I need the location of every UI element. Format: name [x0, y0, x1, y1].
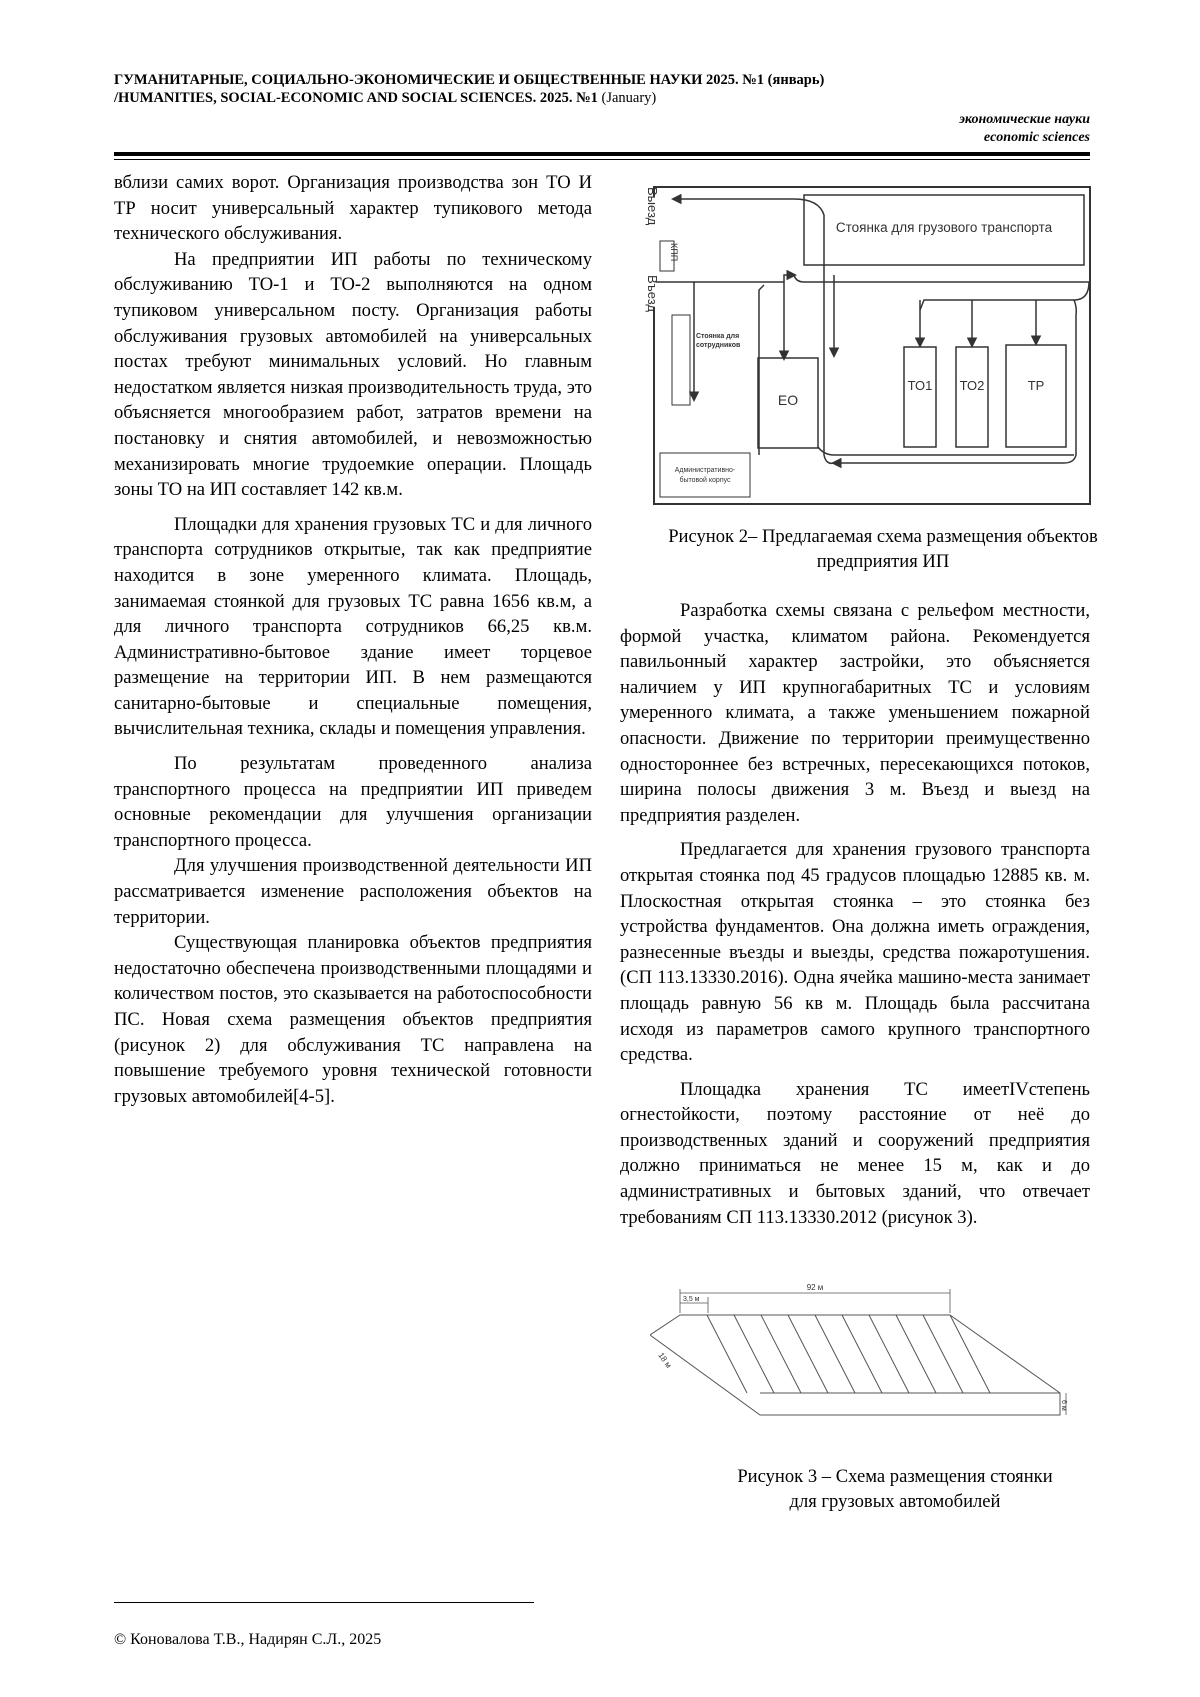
paragraph: Площадка хранения ТС имеетIVстепень огнестойкости, поэтому расстояние от неё до производственных зданий и сооружений предприятия должно приниматься не менее 15 м, как и до административных и бытовых зданий, что отвечает требованиям СП 113.13330.2012 (рисунок 3). — [620, 1078, 1090, 1228]
copyright-footnote: © Коновалова Т.В., Надирян С.Л., 2025 — [114, 1631, 382, 1648]
journal-issue-month: (January) — [597, 90, 657, 106]
paragraph: На предприятии ИП работы по техническому обслуживанию ТО-1 и ТО-2 выполняются на одном тупиковом универсальном посту. Организация работы обслуживания грузовых автомобилей на универсальных постах требуют минимальных условий. Но главным недостатком является низкая производительность труда, это объясняется многообразием работ, затратов времени на постановку и снятия автомобилей, и невозможностью механизировать многие трудоемкие операции. Площадь зоны ТО на ИП составляет 142 кв.м. — [114, 248, 592, 501]
footnote-rule — [114, 1602, 534, 1603]
journal-title-en — [114, 90, 656, 107]
parking-stall-line — [788, 1315, 828, 1393]
paragraph: Существующая планировка объектов предприятия недостаточно обеспечена производственными площадями и количеством постов, это сказывается на работоспособности ПС. Новая схема размещения объектов предприятия (рисунок 2) для обслуживания ТС направлена на повышение требуемого уровня технической готовности грузовых автомобилей[4-5]. — [114, 932, 592, 1107]
right-column-top — [620, 598, 1090, 1230]
parking-outline — [650, 1315, 1060, 1415]
figure-3-caption — [690, 1464, 1100, 1514]
dim-slant: 18 м — [656, 1350, 674, 1370]
staff-parking-label-1: Стоянка для — [696, 333, 740, 340]
admin-label-1: Административно- — [674, 467, 736, 474]
to2-building — [956, 347, 988, 447]
to1-label: ТО1 — [907, 378, 933, 393]
staff-parking-box — [672, 315, 690, 405]
truck-parking-label: Стоянка для грузового транспорта — [835, 220, 1053, 235]
paragraph: вблизи самих ворот. Организация производства зон ТО И ТР носит универсальный характер тупикового метода технического обслуживания. — [114, 172, 592, 245]
dim-cell: 3,5 м — [683, 1296, 700, 1303]
dim-lane: 6 м — [1060, 1400, 1067, 1411]
tr-building — [1006, 345, 1066, 447]
exit-label: Выезд — [645, 187, 660, 226]
journal-title-ru: ГУМАНИТАРНЫЕ, СОЦИАЛЬНО-ЭКОНОМИЧЕСКИЕ И ОБЩЕСТВЕННЫЕ НАУКИ 2025. №1 (январь) — [114, 72, 825, 88]
entry-label: Въезд — [645, 275, 660, 313]
eo-label: ЕО — [777, 392, 799, 408]
parking-stall-line — [923, 1315, 963, 1393]
staff-parking-label-2: сотрудников — [696, 342, 741, 349]
to2-label: ТО2 — [959, 378, 985, 393]
checkpoint-label: КПП — [669, 243, 679, 262]
dimension-lines — [680, 1289, 1066, 1415]
parking-stall-line — [842, 1315, 882, 1393]
parking-stall-line — [815, 1315, 855, 1393]
figure-3-parking-scheme — [650, 1283, 1068, 1426]
figure-2-caption: Рисунок 2– Предлагаемая схема размещения объектов предприятия ИП — [668, 526, 1098, 572]
paragraph: Для улучшения производственной деятельности ИП рассматривается изменение расположения объектов на территории. — [114, 855, 592, 928]
parking-stall-line — [761, 1315, 801, 1393]
paragraph: По результатам проведенного анализа транспортного процесса на предприятии ИП приведем основные рекомендации для улучшения организации транспортного процесса. — [114, 753, 592, 851]
parking-stall-line — [950, 1315, 990, 1393]
parking-stalls — [707, 1315, 990, 1393]
header-rule-thick — [114, 152, 1090, 156]
parking-stall-line — [734, 1315, 774, 1393]
journal-title-en-bold: /HUMANITIES, SOCIAL-ECONOMIC AND SOCIAL SCIENCES. 2025. №1 — [114, 90, 598, 106]
figure-3-caption-line-1: Рисунок 3 – Схема размещения стоянки — [737, 1466, 1053, 1487]
parking-stall-line — [869, 1315, 909, 1393]
figure-2-site-layout — [634, 185, 1092, 506]
parking-stall-line — [896, 1315, 936, 1393]
paragraph: Разработка схемы связана с рельефом местности, формой участка, климатом района. Рекомендуется павильонный характер застройки, это объясняется наличием у ИП крупногабаритных ТС и условиям умеренного климата, а также уменьшением пожарной опасности. Движение по территории преимущественно одностороннее без встречных, пересекающихся потоков, ширина полосы движения 3 м. Въезд и выезд на предприятия разделен. — [620, 600, 1090, 826]
admin-building — [660, 453, 750, 497]
dim-total: 92 м — [806, 1283, 824, 1292]
figure-3-caption-line-2: для грузовых автомобилей — [789, 1491, 1001, 1512]
tr-label: ТР — [1027, 378, 1045, 393]
paragraph: Площадки для хранения грузовых ТС и для личного транспорта сотрудников открытые, так как предприятие находится в зоне умеренного климата. Площадь, занимаемая стоянкой для грузовых ТС равна 1656 кв.м, а для личного транспорта сотрудников 66,25 кв.м. Административно-бытовое здание имеет торцевое размещение на территории ИП. В нем размещаются санитарно-бытовые и специальные помещения, вычислительная техника, склады и помещения управления. — [114, 513, 592, 740]
section-label-ru: экономические науки — [959, 112, 1090, 127]
admin-label-2: бытовой корпус — [679, 477, 731, 484]
to1-building — [904, 347, 936, 447]
left-column — [114, 170, 592, 1109]
header-rule-thin — [114, 159, 1090, 160]
traffic-flow-paths — [656, 199, 1089, 463]
section-label-en: economic sciences — [983, 130, 1090, 145]
paragraph: Предлагается для хранения грузового транспорта открытая стоянка под 45 градусов площадью 12885 кв. м. Плоскостная открытая стоянка – это стоянка без устройства фундаментов. Она должна иметь ограждения, разнесенные въезды и выезды, средства пожаротушения.(СП 113.13330.2016). Одна ячейка машино-места занимает площадь равную 56 кв м. Площадь была рассчитана исходя из параметров самого крупного транспортного средства. — [620, 839, 1090, 1066]
